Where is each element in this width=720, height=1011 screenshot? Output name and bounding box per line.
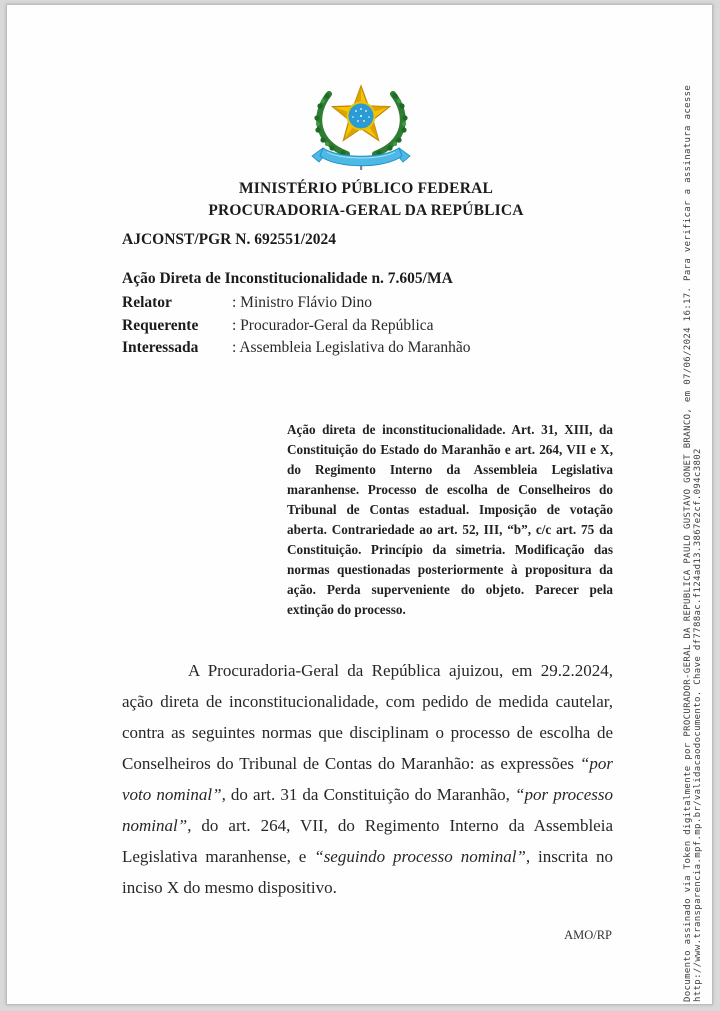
case-title: Ação Direta de Inconstitucionalidade n. 7.605/MA (122, 270, 453, 287)
party-row-requerente (122, 315, 613, 338)
footer-initials: AMO/RP (564, 928, 612, 942)
org-name-line2: PROCURADORIA-GERAL DA REPÚBLICA (208, 201, 524, 219)
party-label: Interessada (122, 339, 199, 356)
org-name-line1: MINISTÉRIO PÚBLICO FEDERAL (238, 180, 494, 197)
party-value: : Assembleia Legislativa do Maranhão (232, 339, 471, 356)
party-row-relator (122, 292, 613, 315)
brazil-coat-of-arms-icon (303, 76, 419, 174)
body-paragraph: A Procuradoria-Geral da República ajuizou, em 29.2.2024, ação direta de inconstitucionalidade, com pedido de medida cautelar, contra as seguintes normas que disciplinam o processo de escolha de Conselheiros do Tribunal de Contas do Maranhão: as expressões “por voto nominal”, do art. 31 da Constituição do Maranhão, “por processo nominal”, do art. 264, VII, do Regimento Interno da Assembleia Legislativa maranhense, e “seguindo processo nominal”, inscrita no inciso X do mesmo dispositivo. (122, 661, 614, 897)
party-row-interessada (122, 337, 613, 360)
document-number: AJCONST/PGR N. 692551/2024 (122, 231, 336, 248)
case-parties (122, 292, 613, 360)
signature-sidebar (684, 85, 703, 1002)
signature-line: Documento assinado via Token digitalmente por PROCURADOR-GERAL DA REPUBLICA PAULO GUSTAVO GONET BRANCO, em 07/06/2024 16:17. Para verificar a assinatura acesse (683, 84, 693, 1002)
party-label: Requerente (122, 316, 199, 334)
signature-validation-url: http://www.transparencia.mpf.mp.br/validacaodocumento. Chave df7788ac.f124ad13.3867e2cf.094c3802 (692, 448, 703, 1002)
party-value: : Procurador-Geral da República (232, 316, 434, 334)
party-label: Relator (122, 294, 172, 311)
ementa-paragraph: Ação direta de inconstitucionalidade. Art. 31, XIII, da Constituição do Estado do Maranhão e art. 264, VII e X, do Regimento Interno da Assembleia Legislativa maranhense. Processo de escolha de Conselheiros do Tribunal de Contas estadual. Imposição de votação aberta. Contrariedade ao art. 52, III, “b”, c/c art. 75 da Constituição. Princípio da simetria. Modificação das normas questionadas posteriormente à propositura da ação. Perda superveniente do objeto. Parecer pela extinção do processo. (287, 422, 613, 617)
party-value: : Ministro Flávio Dino (232, 294, 372, 311)
org-header (110, 178, 622, 221)
